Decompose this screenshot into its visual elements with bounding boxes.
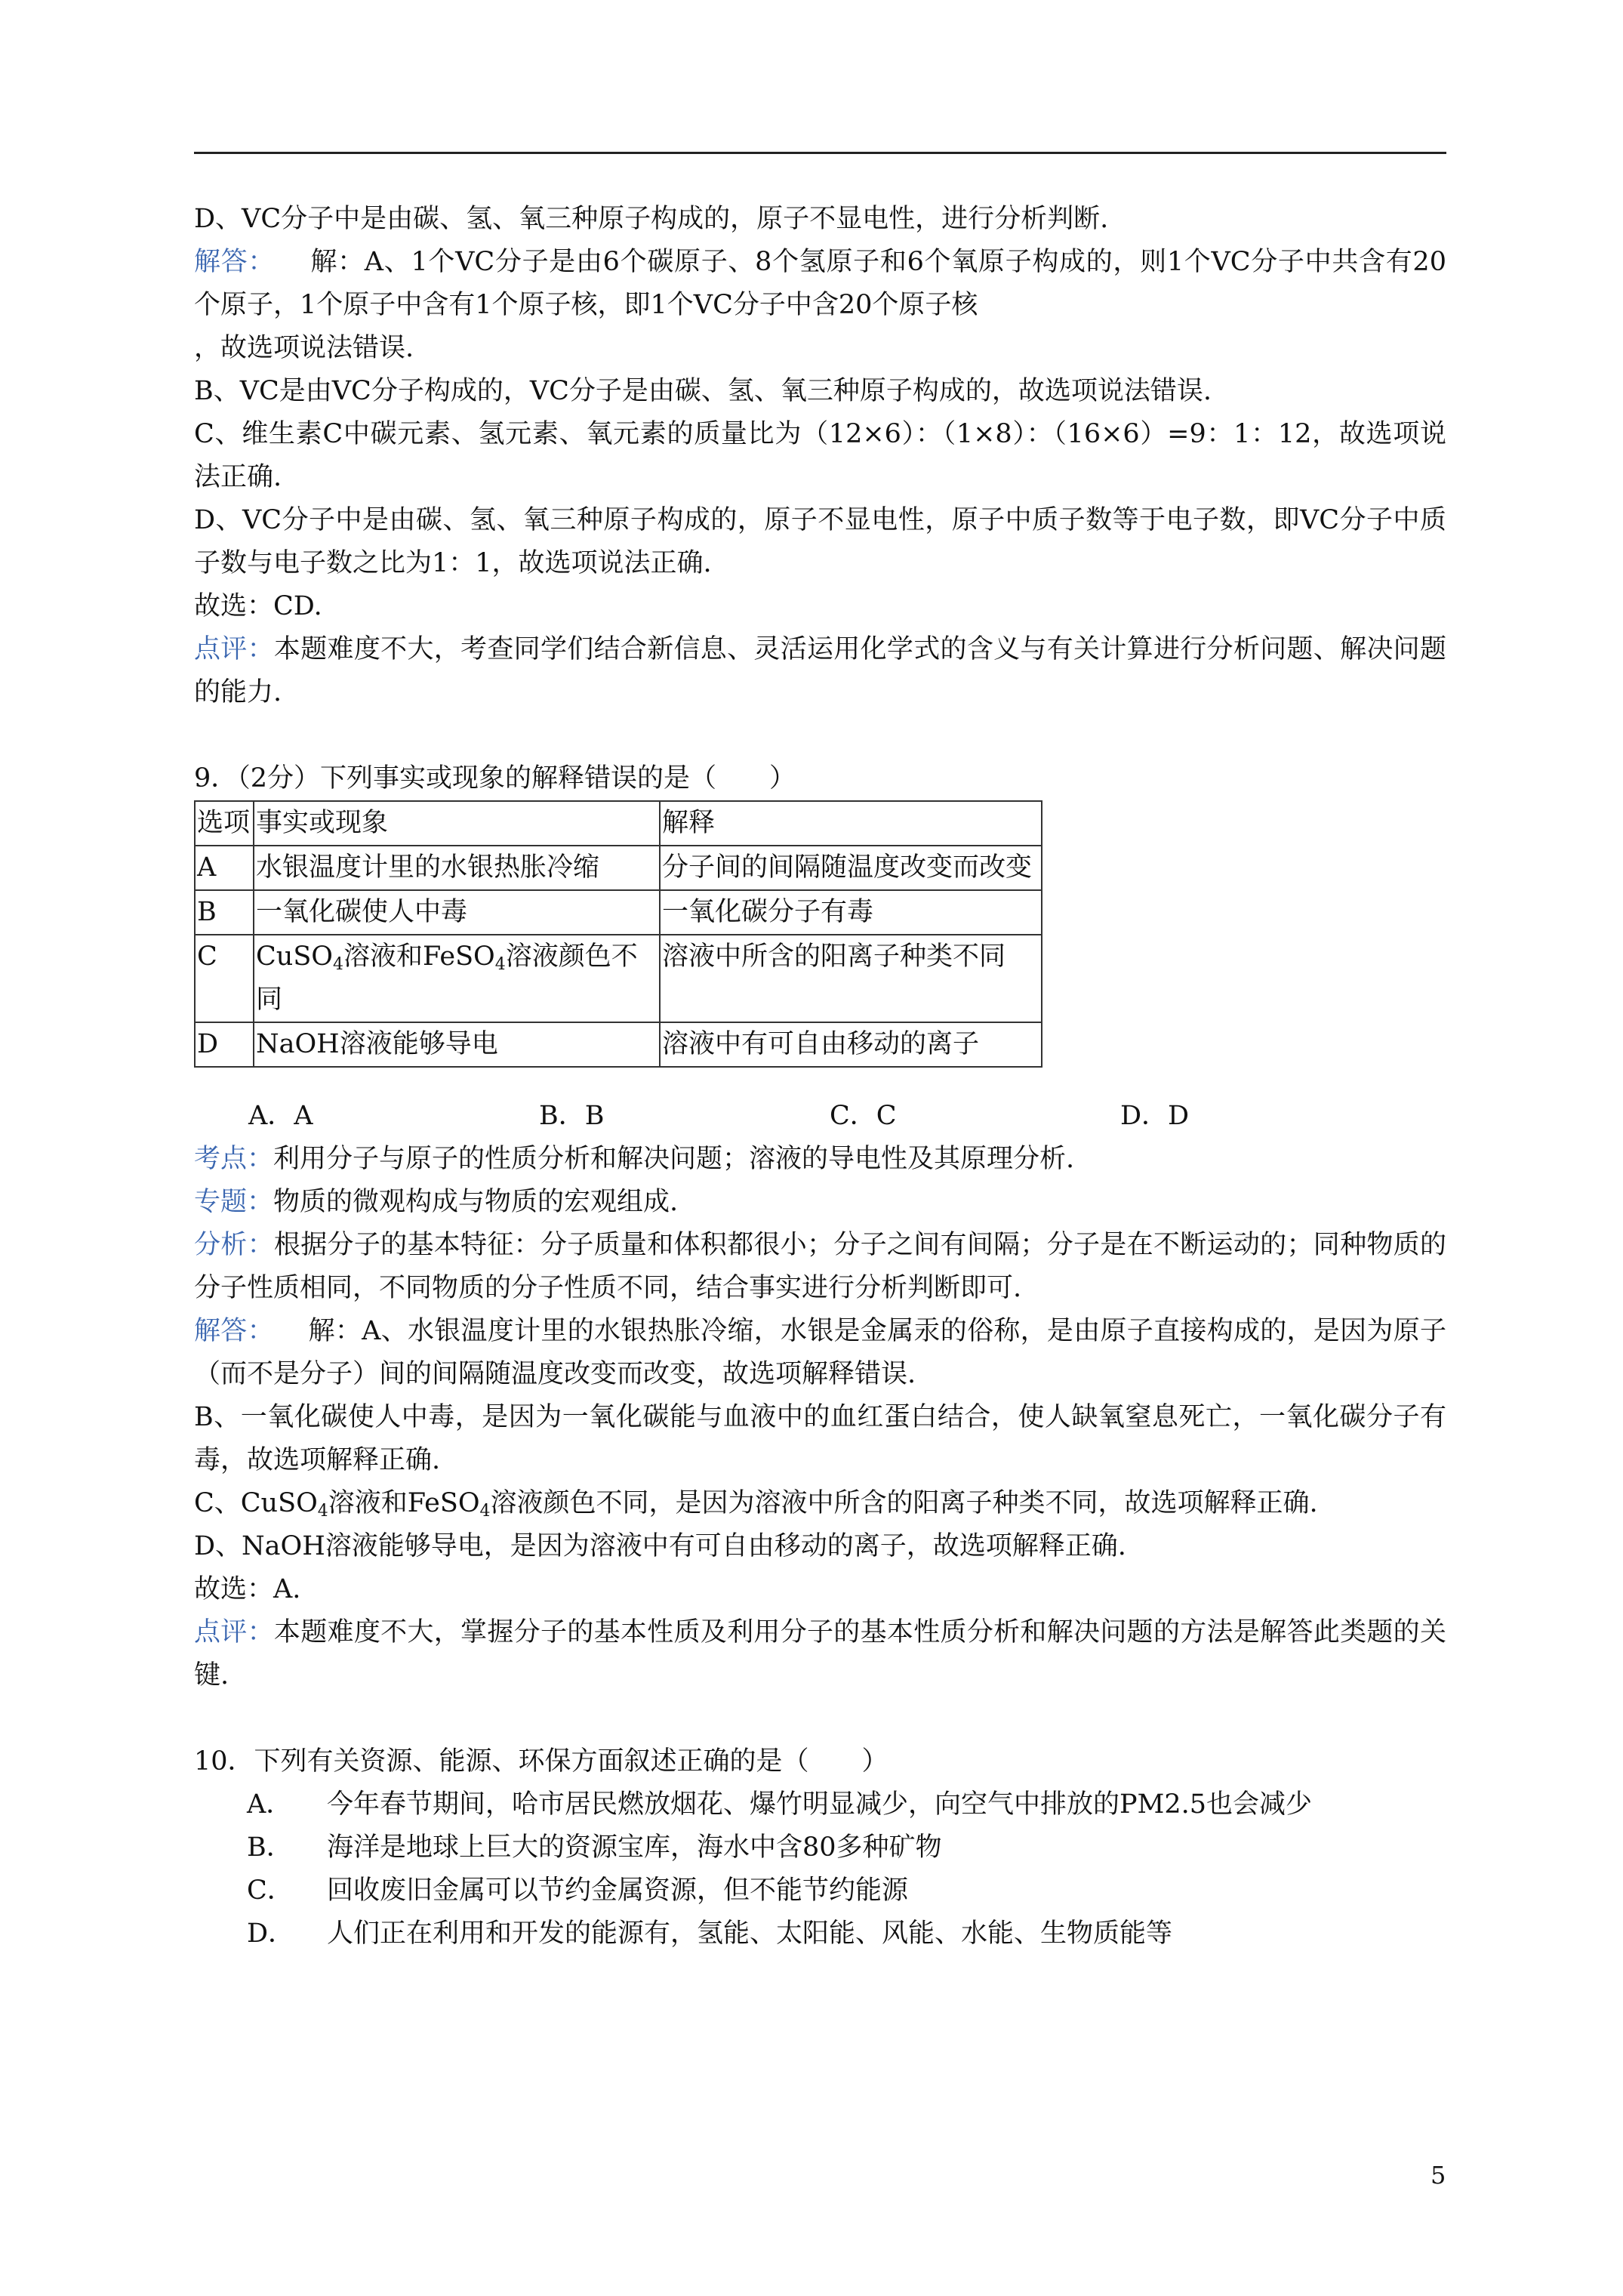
header-rule xyxy=(194,152,1446,154)
q9-answer-c xyxy=(194,1482,1446,1525)
option-text: 人们正在利用和开发的能源有，氢能、太阳能、风能、水能、生物质能等 xyxy=(327,1918,1173,1949)
zhuanti-label: 专题： xyxy=(194,1187,274,1217)
q9-stem: 9．（2分）下列事实或现象的解释错误的是（ ） xyxy=(194,763,796,794)
q9-answer-label: 解答： xyxy=(194,1316,274,1346)
q8-answer-intro: 解：A、1个VC分子是由6个碳原子、8个氢原子和6个氧原子构成的，则1个VC分子中共含有20个原子，1个原子中含有1个原子核，即1个VC分子中含20个原子核 xyxy=(194,247,1446,320)
q8-answer-c: C、维生素C中碳元素、氢元素、氧元素的质量比为（12×6）：（1×8）：（16×6）=9：1：12，故选项说法正确. xyxy=(194,419,1446,492)
table-header-option: 选项 xyxy=(195,801,254,846)
option-letter: C． xyxy=(247,1875,294,1906)
choice-d: D．D xyxy=(1120,1101,1190,1131)
q10-option-b xyxy=(194,1826,1446,1869)
q10-option-a xyxy=(194,1783,1446,1826)
q9-fenxi xyxy=(194,1224,1446,1310)
option-text: 今年春节期间，哈市居民燃放烟花、爆竹明显减少，向空气中排放的PM2.5也会减少 xyxy=(327,1789,1313,1820)
q8-analysis-d: D、VC分子中是由碳、氢、氧三种原子构成的，原子不显电性，进行分析判断. xyxy=(194,204,1109,234)
q8-answer-a xyxy=(194,241,1446,327)
kaodian-text: 利用分子与原子的性质分析和解决问题；溶液的导电性及其原理分析. xyxy=(273,1144,1075,1174)
q9-answer-a xyxy=(194,1310,1446,1396)
table-row xyxy=(195,935,1042,1022)
q8-choice: 故选：CD. xyxy=(194,591,322,621)
option-letter: B． xyxy=(247,1832,293,1863)
q9-answer-d: D、NaOH溶液能够导电，是因为溶液中有可自由移动的离子，故选项解释正确. xyxy=(194,1531,1126,1561)
page-number: 5 xyxy=(1431,2161,1446,2190)
choice-c: C．C xyxy=(830,1101,897,1131)
choice-b: B．B xyxy=(539,1101,605,1131)
choice-a: A．A xyxy=(248,1101,313,1131)
page-content xyxy=(194,198,1446,1955)
kaodian-label: 考点： xyxy=(194,1144,274,1174)
q8-answer-label: 解答： xyxy=(194,247,276,277)
q8-comment-text: 本题难度不大，考查同学们结合新信息、灵活运用化学式的含义与有关计算进行分析问题、解决问题的能力. xyxy=(194,634,1446,707)
table-header-fact: 事实或现象 xyxy=(254,801,660,846)
q9-answer-b: B、一氧化碳使人中毒，是因为一氧化碳能与血液中的血红蛋白结合，使人缺氧窒息死亡，一氧化碳分子有毒，故选项解释正确. xyxy=(194,1402,1446,1475)
answer-c-subscript: 4 xyxy=(479,1502,491,1521)
q8-answer-b: B、VC是由VC分子构成的，VC分子是由碳、氢、氧三种原子构成的，故选项说法错误. xyxy=(194,376,1212,406)
table-header-explain: 解释 xyxy=(660,801,1042,846)
q9-comment xyxy=(194,1611,1446,1697)
row-fact xyxy=(254,935,660,1022)
q10-stem: 10．下列有关资源、能源、环保方面叙述正确的是（ ） xyxy=(194,1746,888,1777)
fenxi-text: 根据分子的基本特征：分子质量和体积都很小；分子之间有间隔；分子是在不断运动的；同种物质的分子性质相同，不同物质的分子性质不同，结合事实进行分析判断即可. xyxy=(194,1230,1446,1303)
option-letter: A． xyxy=(247,1789,293,1820)
row-explain: 一氧化碳分子有毒 xyxy=(660,890,1042,935)
row-option: A xyxy=(195,846,254,890)
fact-part: 溶液和FeSO xyxy=(343,942,495,972)
table-header-row xyxy=(195,801,1042,846)
fact-part: CuSO xyxy=(256,942,333,972)
answer-c-part: C、CuSO xyxy=(194,1488,318,1518)
q9-answer-a-text: 解：A、水银温度计里的水银热胀冷缩，水银是金属汞的俗称，是由原子直接构成的，是因为原子（而不是分子）间的间隔随温度改变而改变，故选项解释错误. xyxy=(194,1316,1446,1389)
table-row xyxy=(195,890,1042,935)
fenxi-label: 分析： xyxy=(194,1230,274,1260)
table-row xyxy=(195,1022,1042,1067)
q9-choices xyxy=(194,1095,1446,1138)
spacer xyxy=(194,1697,1446,1740)
row-explain: 分子间的间隔随温度改变而改变 xyxy=(660,846,1042,890)
q9-zhuanti xyxy=(194,1181,1446,1224)
q8-answer-a-end: ，故选项说法错误. xyxy=(194,333,414,363)
q9-choice: 故选：A. xyxy=(194,1574,301,1604)
q9-comment-text: 本题难度不大，掌握分子的基本性质及利用分子的基本性质分析和解决问题的方法是解答此类题的关键. xyxy=(194,1617,1446,1690)
answer-c-subscript: 4 xyxy=(317,1502,328,1521)
option-letter: D． xyxy=(247,1918,295,1949)
q8-comment xyxy=(194,628,1446,714)
fact-subscript: 4 xyxy=(333,955,343,974)
zhuanti-text: 物质的微观构成与物质的宏观组成. xyxy=(273,1187,679,1217)
spacer xyxy=(194,714,1446,757)
fact-subscript: 4 xyxy=(494,955,506,974)
option-text: 海洋是地球上巨大的资源宝库，海水中含80多种矿物 xyxy=(327,1832,942,1863)
row-option: B xyxy=(195,890,254,935)
answer-c-part: 溶液颜色不同，是因为溶液中所含的阳离子种类不同，故选项解释正确. xyxy=(490,1488,1318,1518)
fact-part: 溶液颜色不同 xyxy=(256,942,638,1015)
row-option: C xyxy=(195,935,254,1022)
q8-answer-d: D、VC分子中是由碳、氢、氧三种原子构成的，原子不显电性，原子中质子数等于电子数，即VC分子中质子数与电子数之比为1：1，故选项说法正确. xyxy=(194,505,1446,578)
q9-table xyxy=(194,800,1042,1068)
answer-c-part: 溶液和FeSO xyxy=(328,1488,480,1518)
q10-option-c xyxy=(194,1869,1446,1912)
q9-kaodian xyxy=(194,1138,1446,1181)
row-explain: 溶液中所含的阳离子种类不同 xyxy=(660,935,1042,1022)
row-fact: NaOH溶液能够导电 xyxy=(254,1022,660,1067)
table-row xyxy=(195,846,1042,890)
q10-option-d xyxy=(194,1912,1446,1955)
row-fact: 水银温度计里的水银热胀冷缩 xyxy=(254,846,660,890)
row-explain: 溶液中有可自由移动的离子 xyxy=(660,1022,1042,1067)
row-fact: 一氧化碳使人中毒 xyxy=(254,890,660,935)
q8-comment-label: 点评： xyxy=(194,634,274,664)
option-text: 回收废旧金属可以节约金属资源，但不能节约能源 xyxy=(327,1875,909,1906)
row-option: D xyxy=(195,1022,254,1067)
q9-comment-label: 点评： xyxy=(194,1617,274,1647)
